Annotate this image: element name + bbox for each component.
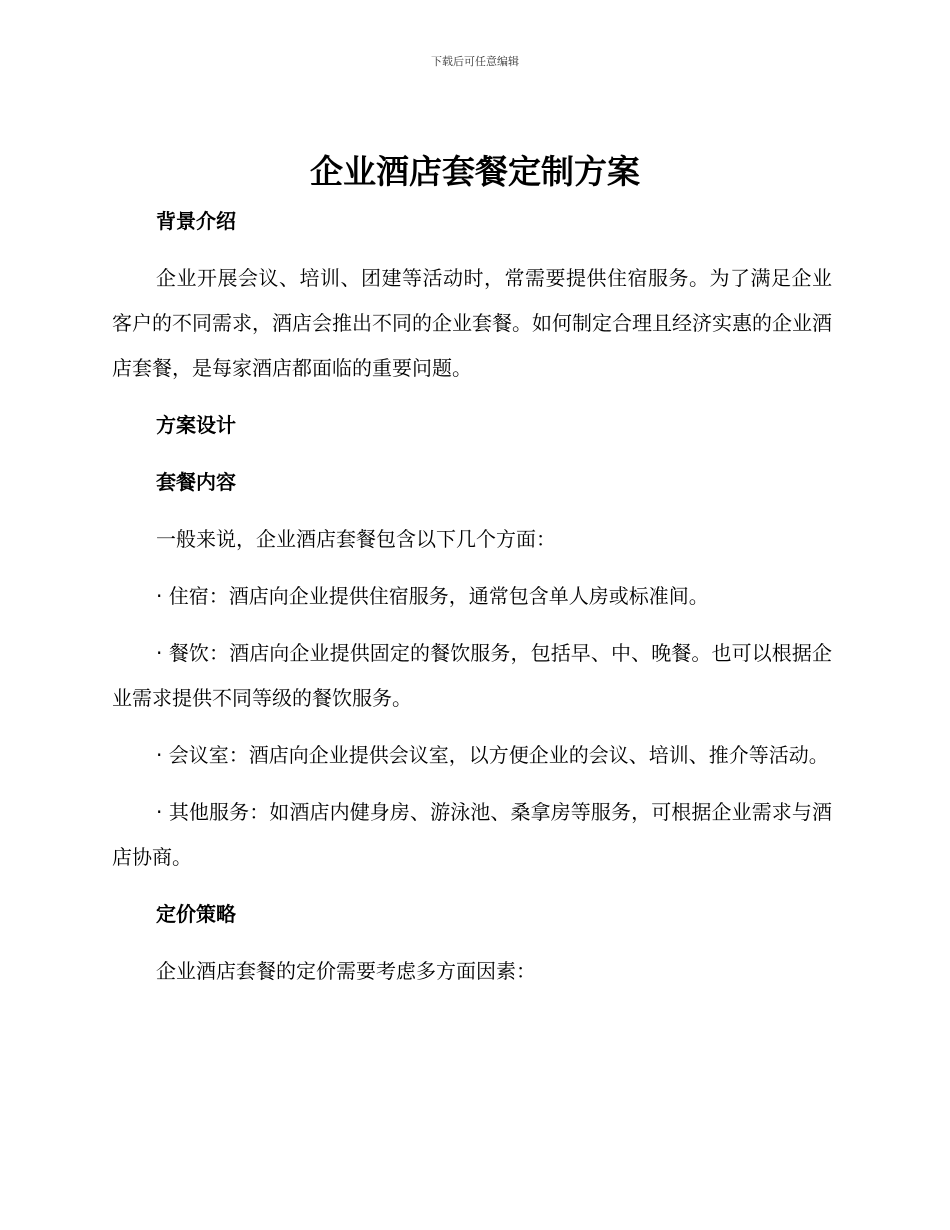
header-note: 下载后可任意编辑 [431,55,519,68]
list-item-meeting-room: · 会议室：酒店向企业提供会议室，以方便企业的会议、培训、推介等活动。 [156,743,829,767]
list-item-accommodation: · 住宿：酒店向企业提供住宿服务，通常包含单人房或标准间。 [156,584,709,608]
section-heading-background: 背景介绍 [156,209,236,233]
list-item-other-services: · 其他服务：如酒店内健身房、游泳池、桑拿房等服务，可根据企业需求与酒店协商。 [112,800,832,869]
package-intro-paragraph: 一般来说，企业酒店套餐包含以下几个方面： [156,527,556,551]
section-heading-package: 套餐内容 [156,470,236,494]
list-item-catering: · 餐饮：酒店向企业提供固定的餐饮服务，包括早、中、晚餐。也可以根据企业需求提供不同等级的餐饮服务。 [112,641,832,710]
section-heading-design: 方案设计 [156,413,236,437]
document-body [112,199,832,1006]
pricing-paragraph: 企业酒店套餐的定价需要考虑多方面因素： [156,959,536,983]
background-paragraph: 企业开展会议、培训、团建等活动时，常需要提供住宿服务。为了满足企业客户的不同需求，酒店会推出不同的企业套餐。如何制定合理且经济实惠的企业酒店套餐，是每家酒店都面临的重要问题。 [112,266,832,380]
section-heading-pricing: 定价策略 [156,902,236,926]
document-title: 企业酒店套餐定制方案 [310,152,640,191]
